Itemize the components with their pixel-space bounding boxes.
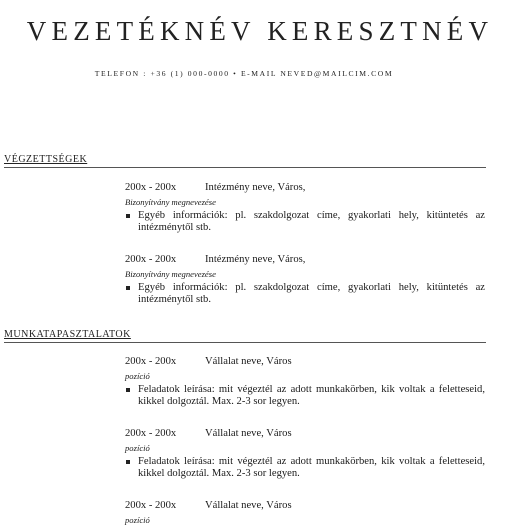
entry-header <box>125 181 485 194</box>
entry-place: Vállalat neve, Város <box>205 428 292 439</box>
entry-header <box>125 355 485 368</box>
square-bullet-icon <box>126 286 130 290</box>
square-bullet-icon <box>126 388 130 392</box>
entry-details <box>125 384 485 408</box>
entry-role: pozíció <box>125 443 150 453</box>
entry-date: 200x - 200x <box>125 356 177 367</box>
list-item <box>125 282 485 306</box>
experience-entry <box>125 427 485 480</box>
bullet-text: Feladatok leírása: mit végeztél az adott munkakörben, kik voltak a feletteseid, kikkel dolgoztál. Max. 2-3 sor legyen. <box>138 456 485 479</box>
entry-header <box>125 499 485 512</box>
experience-heading: MUNKATAPASZTALATOK <box>4 329 486 343</box>
education-entry <box>125 253 485 306</box>
entry-place: Vállalat neve, Város <box>205 500 292 511</box>
entry-role: Bizonyítvány megnevezése <box>125 269 216 279</box>
education-heading: VÉGZETTSÉGEK <box>4 154 486 168</box>
contact-line: TELEFON : +36 (1) 000-0000 • E-MAIL NEVED@MAILCIM.COM <box>94 69 394 78</box>
square-bullet-icon <box>126 460 130 464</box>
experience-entry <box>125 499 485 527</box>
entry-date: 200x - 200x <box>125 182 177 193</box>
entry-role: Bizonyítvány megnevezése <box>125 197 216 207</box>
entry-date: 200x - 200x <box>125 254 177 265</box>
entry-place: Intézmény neve, Város, <box>205 182 306 193</box>
entry-role: pozíció <box>125 371 150 381</box>
entry-role: pozíció <box>125 515 150 525</box>
entry-date: 200x - 200x <box>125 500 177 511</box>
square-bullet-icon <box>126 214 130 218</box>
applicant-name: VEZETÉKNÉV KERESZTNÉV <box>26 16 494 46</box>
entry-header <box>125 427 485 440</box>
entry-place: Intézmény neve, Város, <box>205 254 306 265</box>
entry-details <box>125 210 485 234</box>
experience-entry <box>125 355 485 408</box>
bullet-text: Egyéb információk: pl. szakdolgozat címe, gyakorlati hely, kitüntetés az intézménytől stb. <box>138 210 485 233</box>
list-item <box>125 384 485 408</box>
bullet-text: Feladatok leírása: mit végeztél az adott munkakörben, kik voltak a feletteseid, kikkel dolgoztál. Max. 2-3 sor legyen. <box>138 384 485 407</box>
list-item <box>125 210 485 234</box>
bullet-text: Egyéb információk: pl. szakdolgozat címe, gyakorlati hely, kitüntetés az intézménytől stb. <box>138 282 485 305</box>
list-item <box>125 456 485 480</box>
education-entry <box>125 181 485 234</box>
entry-place: Vállalat neve, Város <box>205 356 292 367</box>
entry-date: 200x - 200x <box>125 428 177 439</box>
entry-details <box>125 282 485 306</box>
entry-details <box>125 456 485 480</box>
entry-header <box>125 253 485 266</box>
